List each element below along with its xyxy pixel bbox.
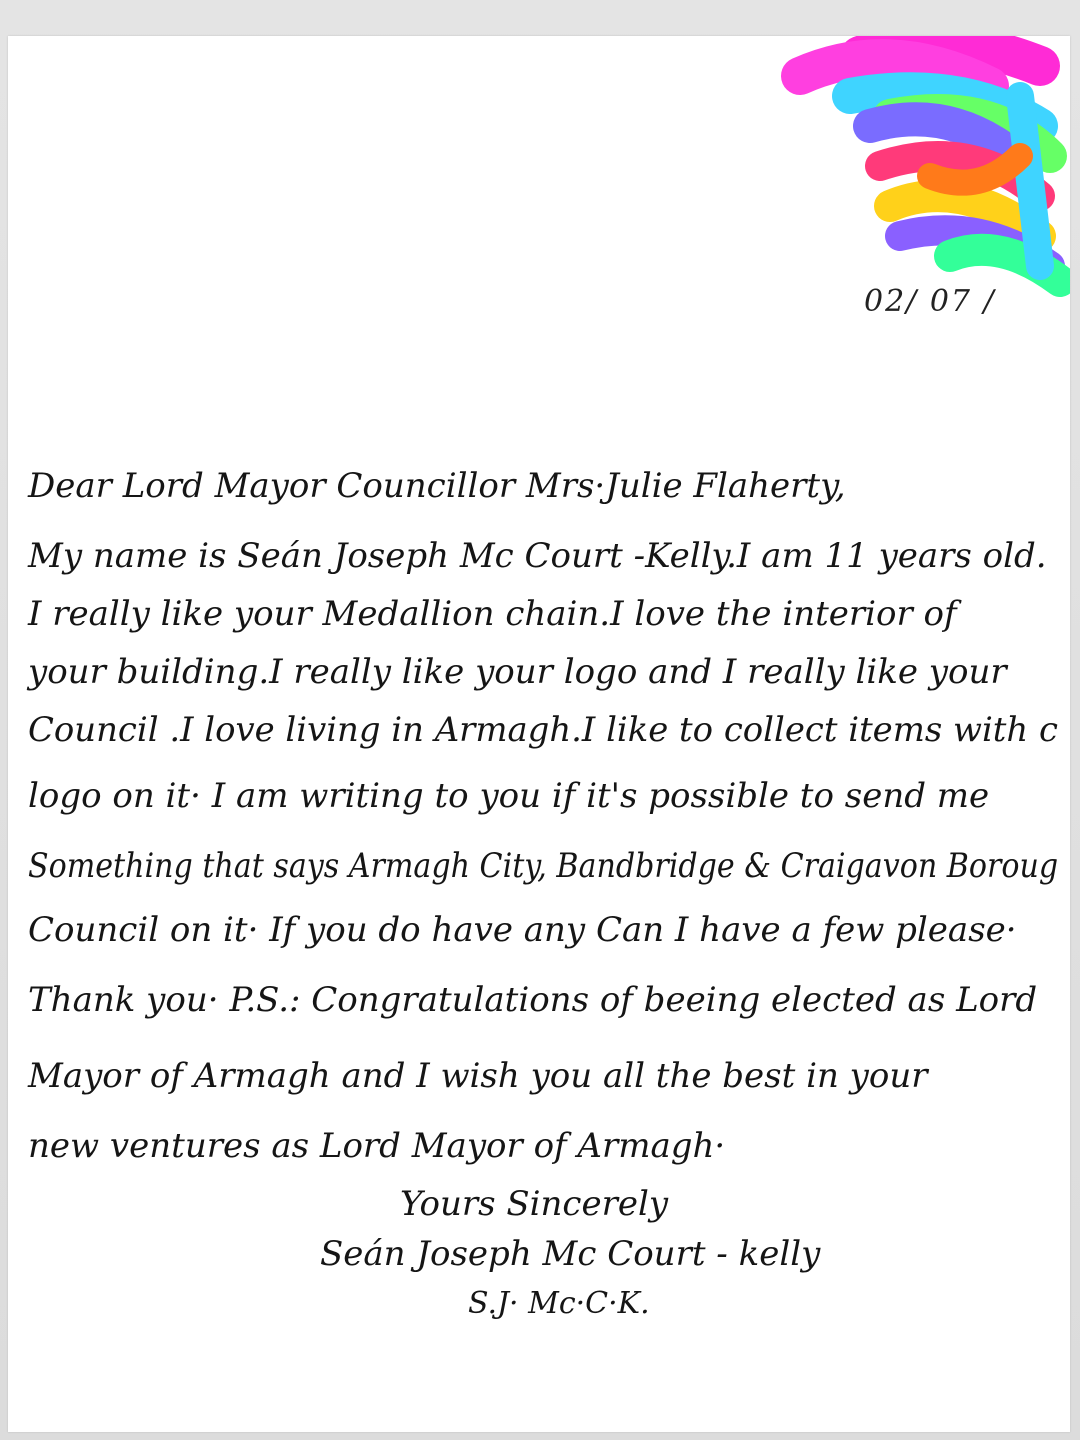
letter-line-10: Mayor of Armagh and I wish you all the best in your: [28, 1056, 928, 1096]
letter-line-4: your building.I really like your logo and I really like your: [28, 652, 1007, 692]
letter-date: 02/ 07 /: [864, 284, 996, 319]
letter-line-7: Something that says Armagh City, Bandbridge & Craigavon Boroug: [28, 846, 1059, 886]
letter-signature: Seán Joseph Mc Court - kelly: [320, 1234, 821, 1274]
letter-line-8: Council on it· If you do have any Can I have a few please·: [28, 910, 1017, 950]
letter-line-9: Thank you· P.S.: Congratulations of beeing elected as Lord: [28, 980, 1038, 1020]
letter-initials: S.J· Mc·C·K.: [468, 1286, 650, 1321]
letter-closing: Yours Sincerely: [400, 1184, 669, 1224]
letter-line-5: Council .I love living in Armagh.I like to collect items with c: [28, 710, 1058, 750]
letter-line-1: Dear Lord Mayor Councillor Mrs·Julie Flaherty,: [28, 466, 846, 506]
letter-line-2: My name is Seán Joseph Mc Court -Kelly.I am 11 years old.: [28, 536, 1047, 576]
letter-line-6: logo on it· I am writing to you if it's possible to send me: [28, 776, 990, 816]
letter-line-11: new ventures as Lord Mayor of Armagh·: [28, 1126, 726, 1166]
letter-paper: [8, 36, 1070, 1432]
letter-line-3: I really like your Medallion chain.I love the interior of: [28, 594, 957, 634]
